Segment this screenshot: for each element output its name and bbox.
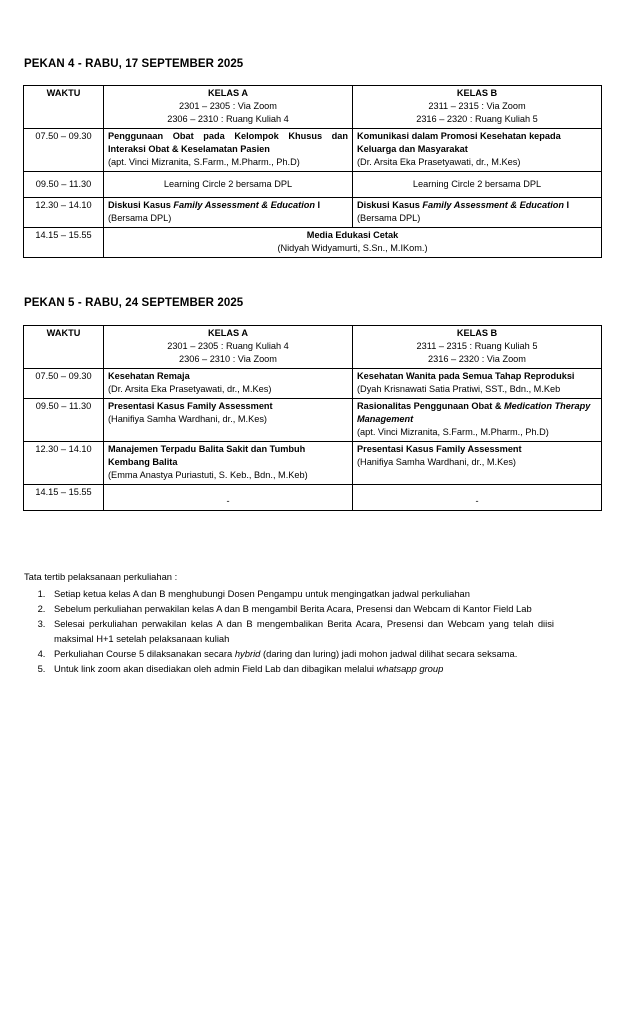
kelas-a-cell: Learning Circle 2 bersama DPL [104,172,353,198]
kelas-b-cell: Rasionalitas Penggunaan Obat & Medication Therapy Management (apt. Vinci Mizranita, S.Farm., M.Pharm., Ph.D) [353,399,602,442]
time-cell: 07.50 – 09.30 [24,369,104,399]
table-header-row [24,326,602,369]
kelas-a-cell: Manajemen Terpadu Balita Sakit dan Tumbuh Kembang Balita (Emma Anastya Puriastuti, S. Keb., Bdn., M.Keb) [104,442,353,485]
table-row [24,399,602,442]
kelas-a-cell: - [104,485,353,511]
kelas-a-cell: Penggunaan Obat pada Kelompok Khusus dan Interaksi Obat & Keselamatan Pasien (apt. Vinci Mizranita, S.Farm., M.Pharm., Ph.D) [104,129,353,172]
table-row [24,228,602,258]
waktu-header: WAKTU [24,86,104,129]
list-item: 4. Perkuliahan Course 5 dilaksanakan secara hybrid (daring dan luring) jadi mohon jadwal dilihat secara seksama. [48,646,554,661]
kelas-b-cell: Komunikasi dalam Promosi Kesehatan kepada Keluarga dan Masyarakat (Dr. Arsita Eka Prasetyawati, dr., M.Kes) [353,129,602,172]
week4-schedule-table [23,85,602,258]
waktu-header: WAKTU [24,326,104,369]
time-cell: 12.30 – 14.10 [24,198,104,228]
table-row [24,442,602,485]
kelas-b-cell: Presentasi Kasus Family Assessment (Hanifiya Samha Wardhani, dr., M.Kes) [353,442,602,485]
week5-title: PEKAN 5 - RABU, 24 SEPTEMBER 2025 [24,297,244,309]
table-row [24,172,602,198]
table-row [24,485,602,511]
kelas-a-header: KELAS A 2301 – 2305 : Via Zoom 2306 – 2310 : Ruang Kuliah 4 [104,86,353,129]
time-cell: 09.50 – 11.30 [24,399,104,442]
joint-session-cell: Media Edukasi Cetak (Nidyah Widyamurti, S.Sn., M.IKom.) [104,228,602,258]
week5-schedule-table [23,325,602,511]
kelas-b-header: KELAS B 2311 – 2315 : Ruang Kuliah 5 2316 – 2320 : Via Zoom [353,326,602,369]
table-header-row [24,86,602,129]
table-row [24,129,602,172]
kelas-b-cell: - [353,485,602,511]
time-cell: 14.15 – 15.55 [24,228,104,258]
rules-list [24,586,554,676]
table-row [24,369,602,399]
kelas-a-cell: Presentasi Kasus Family Assessment (Hanifiya Samha Wardhani, dr., M.Kes) [104,399,353,442]
time-cell: 09.50 – 11.30 [24,172,104,198]
kelas-b-cell: Kesehatan Wanita pada Semua Tahap Reproduksi (Dyah Krisnawati Satia Pratiwi, SST., Bdn., M.Keb [353,369,602,399]
time-cell: 12.30 – 14.10 [24,442,104,485]
kelas-b-header: KELAS B 2311 – 2315 : Via Zoom 2316 – 2320 : Ruang Kuliah 5 [353,86,602,129]
time-cell: 14.15 – 15.55 [24,485,104,511]
kelas-a-cell: Kesehatan Remaja (Dr. Arsita Eka Prasetyawati, dr., M.Kes) [104,369,353,399]
list-item: 1. Setiap ketua kelas A dan B menghubungi Dosen Pengampu untuk mengingatkan jadwal perkuliahan [48,586,554,601]
list-item: 5. Untuk link zoom akan disediakan oleh admin Field Lab dan dibagikan melalui whatsapp group [48,661,554,676]
time-cell: 07.50 – 09.30 [24,129,104,172]
table-row [24,198,602,228]
kelas-b-cell: Diskusi Kasus Family Assessment & Education I (Bersama DPL) [353,198,602,228]
list-item: 2. Sebelum perkuliahan perwakilan kelas A dan B mengambil Berita Acara, Presensi dan Webcam di Kantor Field Lab [48,601,554,616]
rules-heading: Tata tertib pelaksanaan perkuliahan : [24,571,178,582]
rules-section [24,569,554,676]
kelas-a-cell: Diskusi Kasus Family Assessment & Education I (Bersama DPL) [104,198,353,228]
kelas-b-cell: Learning Circle 2 bersama DPL [353,172,602,198]
kelas-a-header: KELAS A 2301 – 2305 : Ruang Kuliah 4 2306 – 2310 : Via Zoom [104,326,353,369]
list-item: 3. Selesai perkuliahan perwakilan kelas A dan B mengembalikan Berita Acara, Presensi dan Webcam yang telah diisi maksimal H+1 setelah pelaksanaan kuliah [48,616,554,646]
week4-title: PEKAN 4 - RABU, 17 SEPTEMBER 2025 [24,58,244,70]
